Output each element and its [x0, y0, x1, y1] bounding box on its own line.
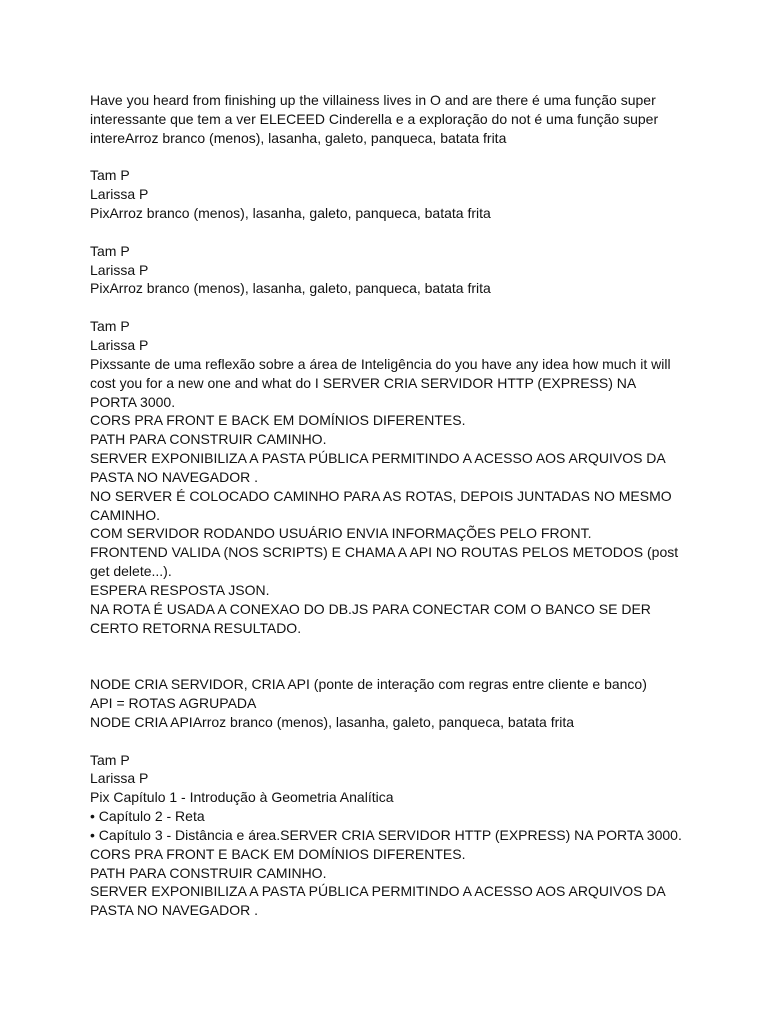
text-line: Larissa P [90, 770, 149, 787]
text-line: Tam P [90, 242, 130, 259]
blank-line [90, 732, 700, 751]
text-line: API = ROTAS AGRUPADA [90, 695, 257, 711]
text-line: PASTA NO NAVEGADOR . [90, 468, 259, 485]
text-line: PATH PARA CONSTRUIR CAMINHO. [90, 864, 327, 881]
text-line: NO SERVER É COLOCADO CAMINHO PARA AS ROTAS, DEPOIS JUNTADAS NO MESMO [90, 487, 672, 504]
text-line: ESPERA RESPOSTA JSON. [90, 581, 270, 598]
text-line: get delete...). [90, 563, 172, 580]
blank-line [90, 637, 700, 656]
text-line: SERVER EXPONIBILIZA A PASTA PÚBLICA PERMITINDO A ACESSO AOS ARQUIVOS DA [90, 450, 666, 467]
document-body [90, 91, 700, 920]
text-line: PixArroz branco (menos), lasanha, galeto, panqueca, batata frita [90, 280, 491, 297]
blank-line [90, 148, 700, 167]
text-line: FRONTEND VALIDA (NOS SCRIPTS) E CHAMA A API NO ROUTAS PELOS METODOS (post [90, 544, 679, 561]
text-line: • Capítulo 2 - Reta [90, 808, 205, 825]
text-line: Larissa P [90, 261, 149, 278]
text-line: NA ROTA É USADA A CONEXAO DO DB.JS PARA CONECTAR COM O BANCO SE DER [90, 600, 651, 617]
text-line: PORTA 3000. [90, 393, 176, 410]
text-line: Larissa P [90, 336, 149, 353]
text-line: interessante que tem a ver ELECEED Cinderella e a exploração do not é uma função super [90, 110, 659, 127]
text-line: PASTA NO NAVEGADOR . [90, 902, 259, 919]
blank-line [90, 223, 700, 242]
text-line: COM SERVIDOR RODANDO USUÁRIO ENVIA INFORMAÇÕES PELO FRONT. [90, 525, 592, 542]
text-line: • Capítulo 3 - Distância e área.SERVER CRIA SERVIDOR HTTP (EXPRESS) NA PORTA 3000. [90, 826, 682, 843]
text-line: Tam P [90, 751, 130, 768]
text-line: Larissa P [90, 186, 149, 203]
text-line: Have you heard from finishing up the villainess lives in O and are there é uma função super [90, 92, 656, 108]
text-line: CORS PRA FRONT E BACK EM DOMÍNIOS DIFERENTES. [90, 412, 466, 429]
text-line: Tam P [90, 167, 130, 184]
text-line: PixArroz branco (menos), lasanha, galeto, panqueca, batata frita [90, 205, 491, 222]
text-line: Tam P [90, 318, 130, 335]
text-line: Pix Capítulo 1 - Introdução à Geometria Analítica [90, 789, 394, 806]
text-line: CERTO RETORNA RESULTADO. [90, 619, 302, 636]
text-line: CORS PRA FRONT E BACK EM DOMÍNIOS DIFERENTES. [90, 845, 466, 862]
text-line: NODE CRIA SERVIDOR, CRIA API (ponte de interação com regras entre cliente e banco) [90, 676, 647, 693]
blank-line [90, 298, 700, 317]
text-line: intereArroz branco (menos), lasanha, galeto, panqueca, batata frita [90, 129, 507, 146]
text-line: PATH PARA CONSTRUIR CAMINHO. [90, 431, 327, 448]
text-line: SERVER EXPONIBILIZA A PASTA PÚBLICA PERMITINDO A ACESSO AOS ARQUIVOS DA [90, 883, 666, 900]
text-line: cost you for a new one and what do I SERVER CRIA SERVIDOR HTTP (EXPRESS) NA [90, 374, 637, 391]
blank-line [90, 656, 700, 675]
text-line: NODE CRIA APIArroz branco (menos), lasanha, galeto, panqueca, batata frita [90, 713, 575, 730]
text-line: CAMINHO. [90, 506, 160, 523]
text-line: Pixssante de uma reflexão sobre a área de Inteligência do you have any idea how much it will [90, 355, 671, 372]
